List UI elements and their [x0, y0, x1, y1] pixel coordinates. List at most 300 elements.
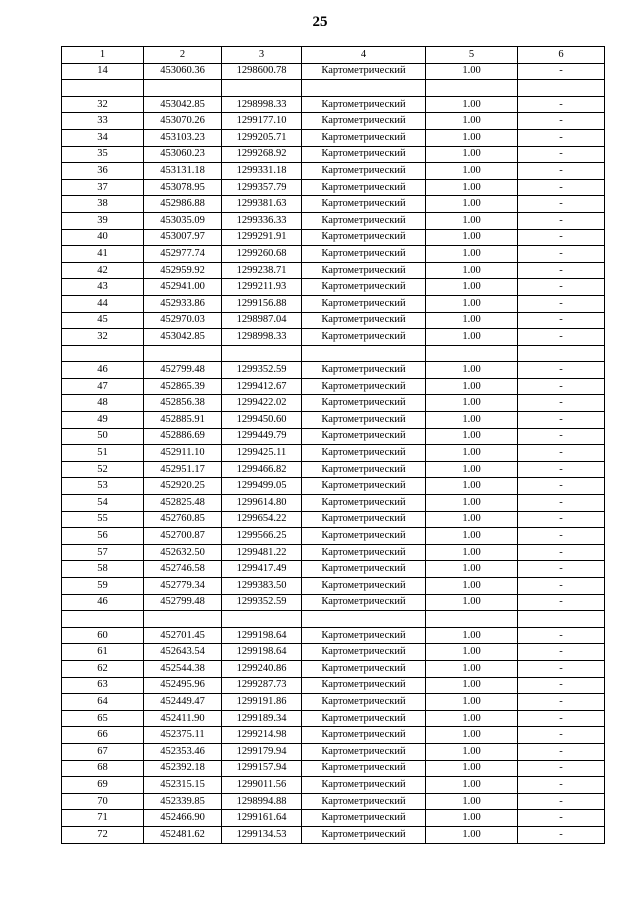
- method-cell: Картометрический: [302, 627, 426, 644]
- x-coordinate-cell: 452411.90: [144, 710, 222, 727]
- point-number-cell: 57: [62, 544, 144, 561]
- x-coordinate-cell: 452865.39: [144, 378, 222, 395]
- x-coordinate-cell: 452481.62: [144, 826, 222, 843]
- description-cell: -: [518, 578, 605, 595]
- table-row: [62, 694, 605, 711]
- table-separator-row: [62, 345, 605, 362]
- x-coordinate-cell: 452986.88: [144, 196, 222, 213]
- table-header-row: [62, 47, 605, 64]
- description-cell: -: [518, 511, 605, 528]
- column-header: 3: [222, 47, 302, 64]
- accuracy-cell: 1.00: [426, 710, 518, 727]
- description-cell: -: [518, 63, 605, 80]
- table-row: [62, 826, 605, 843]
- x-coordinate-cell: 452970.03: [144, 312, 222, 329]
- method-cell: Картометрический: [302, 378, 426, 395]
- method-cell: Картометрический: [302, 760, 426, 777]
- description-cell: -: [518, 295, 605, 312]
- x-coordinate-cell: 452951.17: [144, 461, 222, 478]
- table-row: [62, 793, 605, 810]
- accuracy-cell: 1.00: [426, 826, 518, 843]
- point-number-cell: 68: [62, 760, 144, 777]
- description-cell: -: [518, 694, 605, 711]
- method-cell: Картометрический: [302, 329, 426, 346]
- description-cell: -: [518, 428, 605, 445]
- y-coordinate-cell: 1299156.88: [222, 295, 302, 312]
- method-cell: Картометрический: [302, 461, 426, 478]
- y-coordinate-cell: 1299357.79: [222, 179, 302, 196]
- y-coordinate-cell: 1299499.05: [222, 478, 302, 495]
- x-coordinate-cell: [144, 80, 222, 97]
- y-coordinate-cell: 1298998.33: [222, 329, 302, 346]
- y-coordinate-cell: 1299011.56: [222, 777, 302, 794]
- x-coordinate-cell: 453007.97: [144, 229, 222, 246]
- description-cell: -: [518, 179, 605, 196]
- point-number-cell: 46: [62, 594, 144, 611]
- x-coordinate-cell: 453035.09: [144, 212, 222, 229]
- method-cell: Картометрический: [302, 810, 426, 827]
- x-coordinate-cell: 453042.85: [144, 96, 222, 113]
- y-coordinate-cell: 1298600.78: [222, 63, 302, 80]
- x-coordinate-cell: 452495.96: [144, 677, 222, 694]
- method-cell: Картометрический: [302, 578, 426, 595]
- description-cell: -: [518, 196, 605, 213]
- table-row: [62, 279, 605, 296]
- point-number-cell: 44: [62, 295, 144, 312]
- point-number-cell: 53: [62, 478, 144, 495]
- y-coordinate-cell: 1299179.94: [222, 743, 302, 760]
- x-coordinate-cell: 452700.87: [144, 528, 222, 545]
- point-number-cell: 40: [62, 229, 144, 246]
- table-row: [62, 710, 605, 727]
- point-number-cell: 43: [62, 279, 144, 296]
- accuracy-cell: 1.00: [426, 810, 518, 827]
- accuracy-cell: 1.00: [426, 179, 518, 196]
- method-cell: Картометрический: [302, 660, 426, 677]
- table-row: [62, 113, 605, 130]
- accuracy-cell: 1.00: [426, 777, 518, 794]
- y-coordinate-cell: 1299287.73: [222, 677, 302, 694]
- y-coordinate-cell: 1299449.79: [222, 428, 302, 445]
- method-cell: Картометрический: [302, 743, 426, 760]
- description-cell: -: [518, 644, 605, 661]
- point-number-cell: 32: [62, 329, 144, 346]
- x-coordinate-cell: 452339.85: [144, 793, 222, 810]
- accuracy-cell: 1.00: [426, 743, 518, 760]
- description-cell: -: [518, 710, 605, 727]
- table-row: [62, 528, 605, 545]
- y-coordinate-cell: 1299214.98: [222, 727, 302, 744]
- point-number-cell: 55: [62, 511, 144, 528]
- x-coordinate-cell: 452466.90: [144, 810, 222, 827]
- column-header: 1: [62, 47, 144, 64]
- y-coordinate-cell: 1299177.10: [222, 113, 302, 130]
- description-cell: -: [518, 727, 605, 744]
- table-row: [62, 146, 605, 163]
- description-cell: -: [518, 113, 605, 130]
- y-coordinate-cell: 1298994.88: [222, 793, 302, 810]
- accuracy-cell: 1.00: [426, 528, 518, 545]
- accuracy-cell: 1.00: [426, 329, 518, 346]
- x-coordinate-cell: 452632.50: [144, 544, 222, 561]
- table-row: [62, 96, 605, 113]
- accuracy-cell: 1.00: [426, 163, 518, 180]
- x-coordinate-cell: 452746.58: [144, 561, 222, 578]
- x-coordinate-cell: 452886.69: [144, 428, 222, 445]
- accuracy-cell: 1.00: [426, 644, 518, 661]
- point-number-cell: 52: [62, 461, 144, 478]
- method-cell: Картометрический: [302, 295, 426, 312]
- table-row: [62, 329, 605, 346]
- method-cell: Картометрический: [302, 229, 426, 246]
- x-coordinate-cell: 452941.00: [144, 279, 222, 296]
- description-cell: -: [518, 677, 605, 694]
- coordinates-table: [61, 46, 605, 844]
- y-coordinate-cell: 1299189.34: [222, 710, 302, 727]
- description-cell: -: [518, 743, 605, 760]
- table-row: [62, 544, 605, 561]
- accuracy-cell: 1.00: [426, 412, 518, 429]
- accuracy-cell: 1.00: [426, 362, 518, 379]
- method-cell: Картометрический: [302, 677, 426, 694]
- accuracy-cell: 1.00: [426, 229, 518, 246]
- y-coordinate-cell: 1299381.63: [222, 196, 302, 213]
- table-row: [62, 677, 605, 694]
- description-cell: -: [518, 544, 605, 561]
- description-cell: -: [518, 395, 605, 412]
- y-coordinate-cell: 1299383.50: [222, 578, 302, 595]
- description-cell: -: [518, 660, 605, 677]
- description-cell: -: [518, 478, 605, 495]
- accuracy-cell: 1.00: [426, 129, 518, 146]
- column-header: 6: [518, 47, 605, 64]
- description-cell: -: [518, 129, 605, 146]
- x-coordinate-cell: 452911.10: [144, 445, 222, 462]
- table-row: [62, 578, 605, 595]
- description-cell: -: [518, 262, 605, 279]
- x-coordinate-cell: 453078.95: [144, 179, 222, 196]
- point-number-cell: 71: [62, 810, 144, 827]
- point-number-cell: 33: [62, 113, 144, 130]
- point-number-cell: 61: [62, 644, 144, 661]
- x-coordinate-cell: 452825.48: [144, 495, 222, 512]
- y-coordinate-cell: 1299422.02: [222, 395, 302, 412]
- y-coordinate-cell: 1299331.18: [222, 163, 302, 180]
- point-number-cell: 45: [62, 312, 144, 329]
- point-number-cell: 35: [62, 146, 144, 163]
- x-coordinate-cell: 452643.54: [144, 644, 222, 661]
- y-coordinate-cell: 1299260.68: [222, 246, 302, 263]
- description-cell: -: [518, 229, 605, 246]
- method-cell: Картометрический: [302, 395, 426, 412]
- y-coordinate-cell: 1299161.64: [222, 810, 302, 827]
- column-header: 5: [426, 47, 518, 64]
- point-number-cell: 60: [62, 627, 144, 644]
- y-coordinate-cell: 1299466.82: [222, 461, 302, 478]
- description-cell: -: [518, 528, 605, 545]
- table-row: [62, 312, 605, 329]
- accuracy-cell: 1.00: [426, 627, 518, 644]
- table-row: [62, 163, 605, 180]
- point-number-cell: 46: [62, 362, 144, 379]
- x-coordinate-cell: 452885.91: [144, 412, 222, 429]
- method-cell: Картометрический: [302, 561, 426, 578]
- x-coordinate-cell: 452977.74: [144, 246, 222, 263]
- x-coordinate-cell: 452375.11: [144, 727, 222, 744]
- y-coordinate-cell: 1299654.22: [222, 511, 302, 528]
- y-coordinate-cell: 1299614.80: [222, 495, 302, 512]
- table-row: [62, 594, 605, 611]
- y-coordinate-cell: 1299268.92: [222, 146, 302, 163]
- method-cell: Картометрический: [302, 179, 426, 196]
- column-header: 2: [144, 47, 222, 64]
- accuracy-cell: 1.00: [426, 63, 518, 80]
- x-coordinate-cell: 453060.23: [144, 146, 222, 163]
- table-row: [62, 760, 605, 777]
- x-coordinate-cell: 452856.38: [144, 395, 222, 412]
- column-header: 4: [302, 47, 426, 64]
- method-cell: Картометрический: [302, 262, 426, 279]
- accuracy-cell: 1.00: [426, 578, 518, 595]
- x-coordinate-cell: 452701.45: [144, 627, 222, 644]
- y-coordinate-cell: 1299291.91: [222, 229, 302, 246]
- accuracy-cell: 1.00: [426, 544, 518, 561]
- y-coordinate-cell: 1299425.11: [222, 445, 302, 462]
- description-cell: -: [518, 461, 605, 478]
- accuracy-cell: 1.00: [426, 760, 518, 777]
- table-row: [62, 461, 605, 478]
- description-cell: [518, 611, 605, 628]
- y-coordinate-cell: 1299157.94: [222, 760, 302, 777]
- y-coordinate-cell: 1299352.59: [222, 594, 302, 611]
- y-coordinate-cell: 1299566.25: [222, 528, 302, 545]
- point-number-cell: 54: [62, 495, 144, 512]
- accuracy-cell: [426, 611, 518, 628]
- table-row: [62, 495, 605, 512]
- point-number-cell: 36: [62, 163, 144, 180]
- point-number-cell: 14: [62, 63, 144, 80]
- table-row: [62, 727, 605, 744]
- method-cell: Картометрический: [302, 826, 426, 843]
- method-cell: Картометрический: [302, 246, 426, 263]
- y-coordinate-cell: 1299336.33: [222, 212, 302, 229]
- method-cell: Картометрический: [302, 793, 426, 810]
- y-coordinate-cell: 1299191.86: [222, 694, 302, 711]
- point-number-cell: 37: [62, 179, 144, 196]
- method-cell: Картометрический: [302, 777, 426, 794]
- method-cell: Картометрический: [302, 644, 426, 661]
- table-row: [62, 179, 605, 196]
- accuracy-cell: 1.00: [426, 478, 518, 495]
- table-row: [62, 362, 605, 379]
- method-cell: Картометрический: [302, 495, 426, 512]
- x-coordinate-cell: 452933.86: [144, 295, 222, 312]
- page-number: 25: [312, 14, 328, 30]
- point-number-cell: 69: [62, 777, 144, 794]
- method-cell: Картометрический: [302, 412, 426, 429]
- table-row: [62, 229, 605, 246]
- description-cell: -: [518, 378, 605, 395]
- accuracy-cell: 1.00: [426, 279, 518, 296]
- table-body: [62, 63, 605, 843]
- accuracy-cell: 1.00: [426, 113, 518, 130]
- description-cell: [518, 80, 605, 97]
- x-coordinate-cell: 453131.18: [144, 163, 222, 180]
- y-coordinate-cell: 1299134.53: [222, 826, 302, 843]
- method-cell: [302, 80, 426, 97]
- table-row: [62, 212, 605, 229]
- point-number-cell: [62, 611, 144, 628]
- description-cell: -: [518, 810, 605, 827]
- description-cell: [518, 345, 605, 362]
- accuracy-cell: 1.00: [426, 312, 518, 329]
- accuracy-cell: 1.00: [426, 96, 518, 113]
- x-coordinate-cell: 452779.34: [144, 578, 222, 595]
- accuracy-cell: 1.00: [426, 594, 518, 611]
- point-number-cell: 42: [62, 262, 144, 279]
- description-cell: -: [518, 312, 605, 329]
- point-number-cell: [62, 345, 144, 362]
- method-cell: Картометрический: [302, 362, 426, 379]
- method-cell: Картометрический: [302, 63, 426, 80]
- table-row: [62, 196, 605, 213]
- x-coordinate-cell: 453060.36: [144, 63, 222, 80]
- description-cell: -: [518, 163, 605, 180]
- table-separator-row: [62, 80, 605, 97]
- method-cell: Картометрический: [302, 212, 426, 229]
- point-number-cell: 63: [62, 677, 144, 694]
- description-cell: -: [518, 329, 605, 346]
- description-cell: -: [518, 826, 605, 843]
- description-cell: -: [518, 561, 605, 578]
- y-coordinate-cell: 1299412.67: [222, 378, 302, 395]
- point-number-cell: 65: [62, 710, 144, 727]
- accuracy-cell: 1.00: [426, 395, 518, 412]
- point-number-cell: 48: [62, 395, 144, 412]
- table-row: [62, 412, 605, 429]
- y-coordinate-cell: 1299238.71: [222, 262, 302, 279]
- description-cell: -: [518, 495, 605, 512]
- method-cell: Картометрический: [302, 163, 426, 180]
- method-cell: Картометрический: [302, 196, 426, 213]
- accuracy-cell: 1.00: [426, 212, 518, 229]
- accuracy-cell: 1.00: [426, 561, 518, 578]
- accuracy-cell: 1.00: [426, 196, 518, 213]
- x-coordinate-cell: 453103.23: [144, 129, 222, 146]
- table-row: [62, 295, 605, 312]
- point-number-cell: 62: [62, 660, 144, 677]
- y-coordinate-cell: 1299417.49: [222, 561, 302, 578]
- description-cell: -: [518, 246, 605, 263]
- table-row: [62, 262, 605, 279]
- point-number-cell: 47: [62, 378, 144, 395]
- description-cell: -: [518, 594, 605, 611]
- table-row: [62, 644, 605, 661]
- description-cell: -: [518, 96, 605, 113]
- point-number-cell: 51: [62, 445, 144, 462]
- description-cell: -: [518, 627, 605, 644]
- description-cell: -: [518, 212, 605, 229]
- description-cell: -: [518, 362, 605, 379]
- y-coordinate-cell: [222, 345, 302, 362]
- table-row: [62, 743, 605, 760]
- point-number-cell: 56: [62, 528, 144, 545]
- method-cell: Картометрический: [302, 594, 426, 611]
- table-row: [62, 627, 605, 644]
- y-coordinate-cell: [222, 80, 302, 97]
- x-coordinate-cell: [144, 345, 222, 362]
- point-number-cell: 38: [62, 196, 144, 213]
- table-row: [62, 395, 605, 412]
- method-cell: Картометрический: [302, 727, 426, 744]
- method-cell: Картометрический: [302, 694, 426, 711]
- point-number-cell: 66: [62, 727, 144, 744]
- method-cell: Картометрический: [302, 511, 426, 528]
- description-cell: -: [518, 146, 605, 163]
- table-row: [62, 810, 605, 827]
- point-number-cell: [62, 80, 144, 97]
- accuracy-cell: 1.00: [426, 511, 518, 528]
- x-coordinate-cell: 452315.15: [144, 777, 222, 794]
- y-coordinate-cell: [222, 611, 302, 628]
- y-coordinate-cell: 1299352.59: [222, 362, 302, 379]
- y-coordinate-cell: 1299198.64: [222, 627, 302, 644]
- accuracy-cell: 1.00: [426, 727, 518, 744]
- x-coordinate-cell: 452544.38: [144, 660, 222, 677]
- accuracy-cell: 1.00: [426, 694, 518, 711]
- accuracy-cell: [426, 80, 518, 97]
- x-coordinate-cell: 453042.85: [144, 329, 222, 346]
- description-cell: -: [518, 445, 605, 462]
- point-number-cell: 58: [62, 561, 144, 578]
- y-coordinate-cell: 1299481.22: [222, 544, 302, 561]
- table-row: [62, 378, 605, 395]
- table-row: [62, 777, 605, 794]
- accuracy-cell: 1.00: [426, 146, 518, 163]
- point-number-cell: 41: [62, 246, 144, 263]
- y-coordinate-cell: 1299205.71: [222, 129, 302, 146]
- method-cell: Картометрический: [302, 445, 426, 462]
- method-cell: Картометрический: [302, 113, 426, 130]
- table-row: [62, 511, 605, 528]
- y-coordinate-cell: 1299240.86: [222, 660, 302, 677]
- y-coordinate-cell: 1299198.64: [222, 644, 302, 661]
- x-coordinate-cell: 452920.25: [144, 478, 222, 495]
- description-cell: -: [518, 279, 605, 296]
- y-coordinate-cell: 1298987.04: [222, 312, 302, 329]
- method-cell: Картометрический: [302, 478, 426, 495]
- method-cell: Картометрический: [302, 146, 426, 163]
- y-coordinate-cell: 1298998.33: [222, 96, 302, 113]
- table-row: [62, 561, 605, 578]
- method-cell: [302, 611, 426, 628]
- method-cell: [302, 345, 426, 362]
- table-row: [62, 660, 605, 677]
- table-separator-row: [62, 611, 605, 628]
- point-number-cell: 49: [62, 412, 144, 429]
- method-cell: Картометрический: [302, 528, 426, 545]
- accuracy-cell: 1.00: [426, 295, 518, 312]
- table-row: [62, 129, 605, 146]
- point-number-cell: 39: [62, 212, 144, 229]
- method-cell: Картометрический: [302, 279, 426, 296]
- accuracy-cell: 1.00: [426, 461, 518, 478]
- y-coordinate-cell: 1299450.60: [222, 412, 302, 429]
- point-number-cell: 64: [62, 694, 144, 711]
- method-cell: Картометрический: [302, 312, 426, 329]
- description-cell: -: [518, 760, 605, 777]
- accuracy-cell: 1.00: [426, 660, 518, 677]
